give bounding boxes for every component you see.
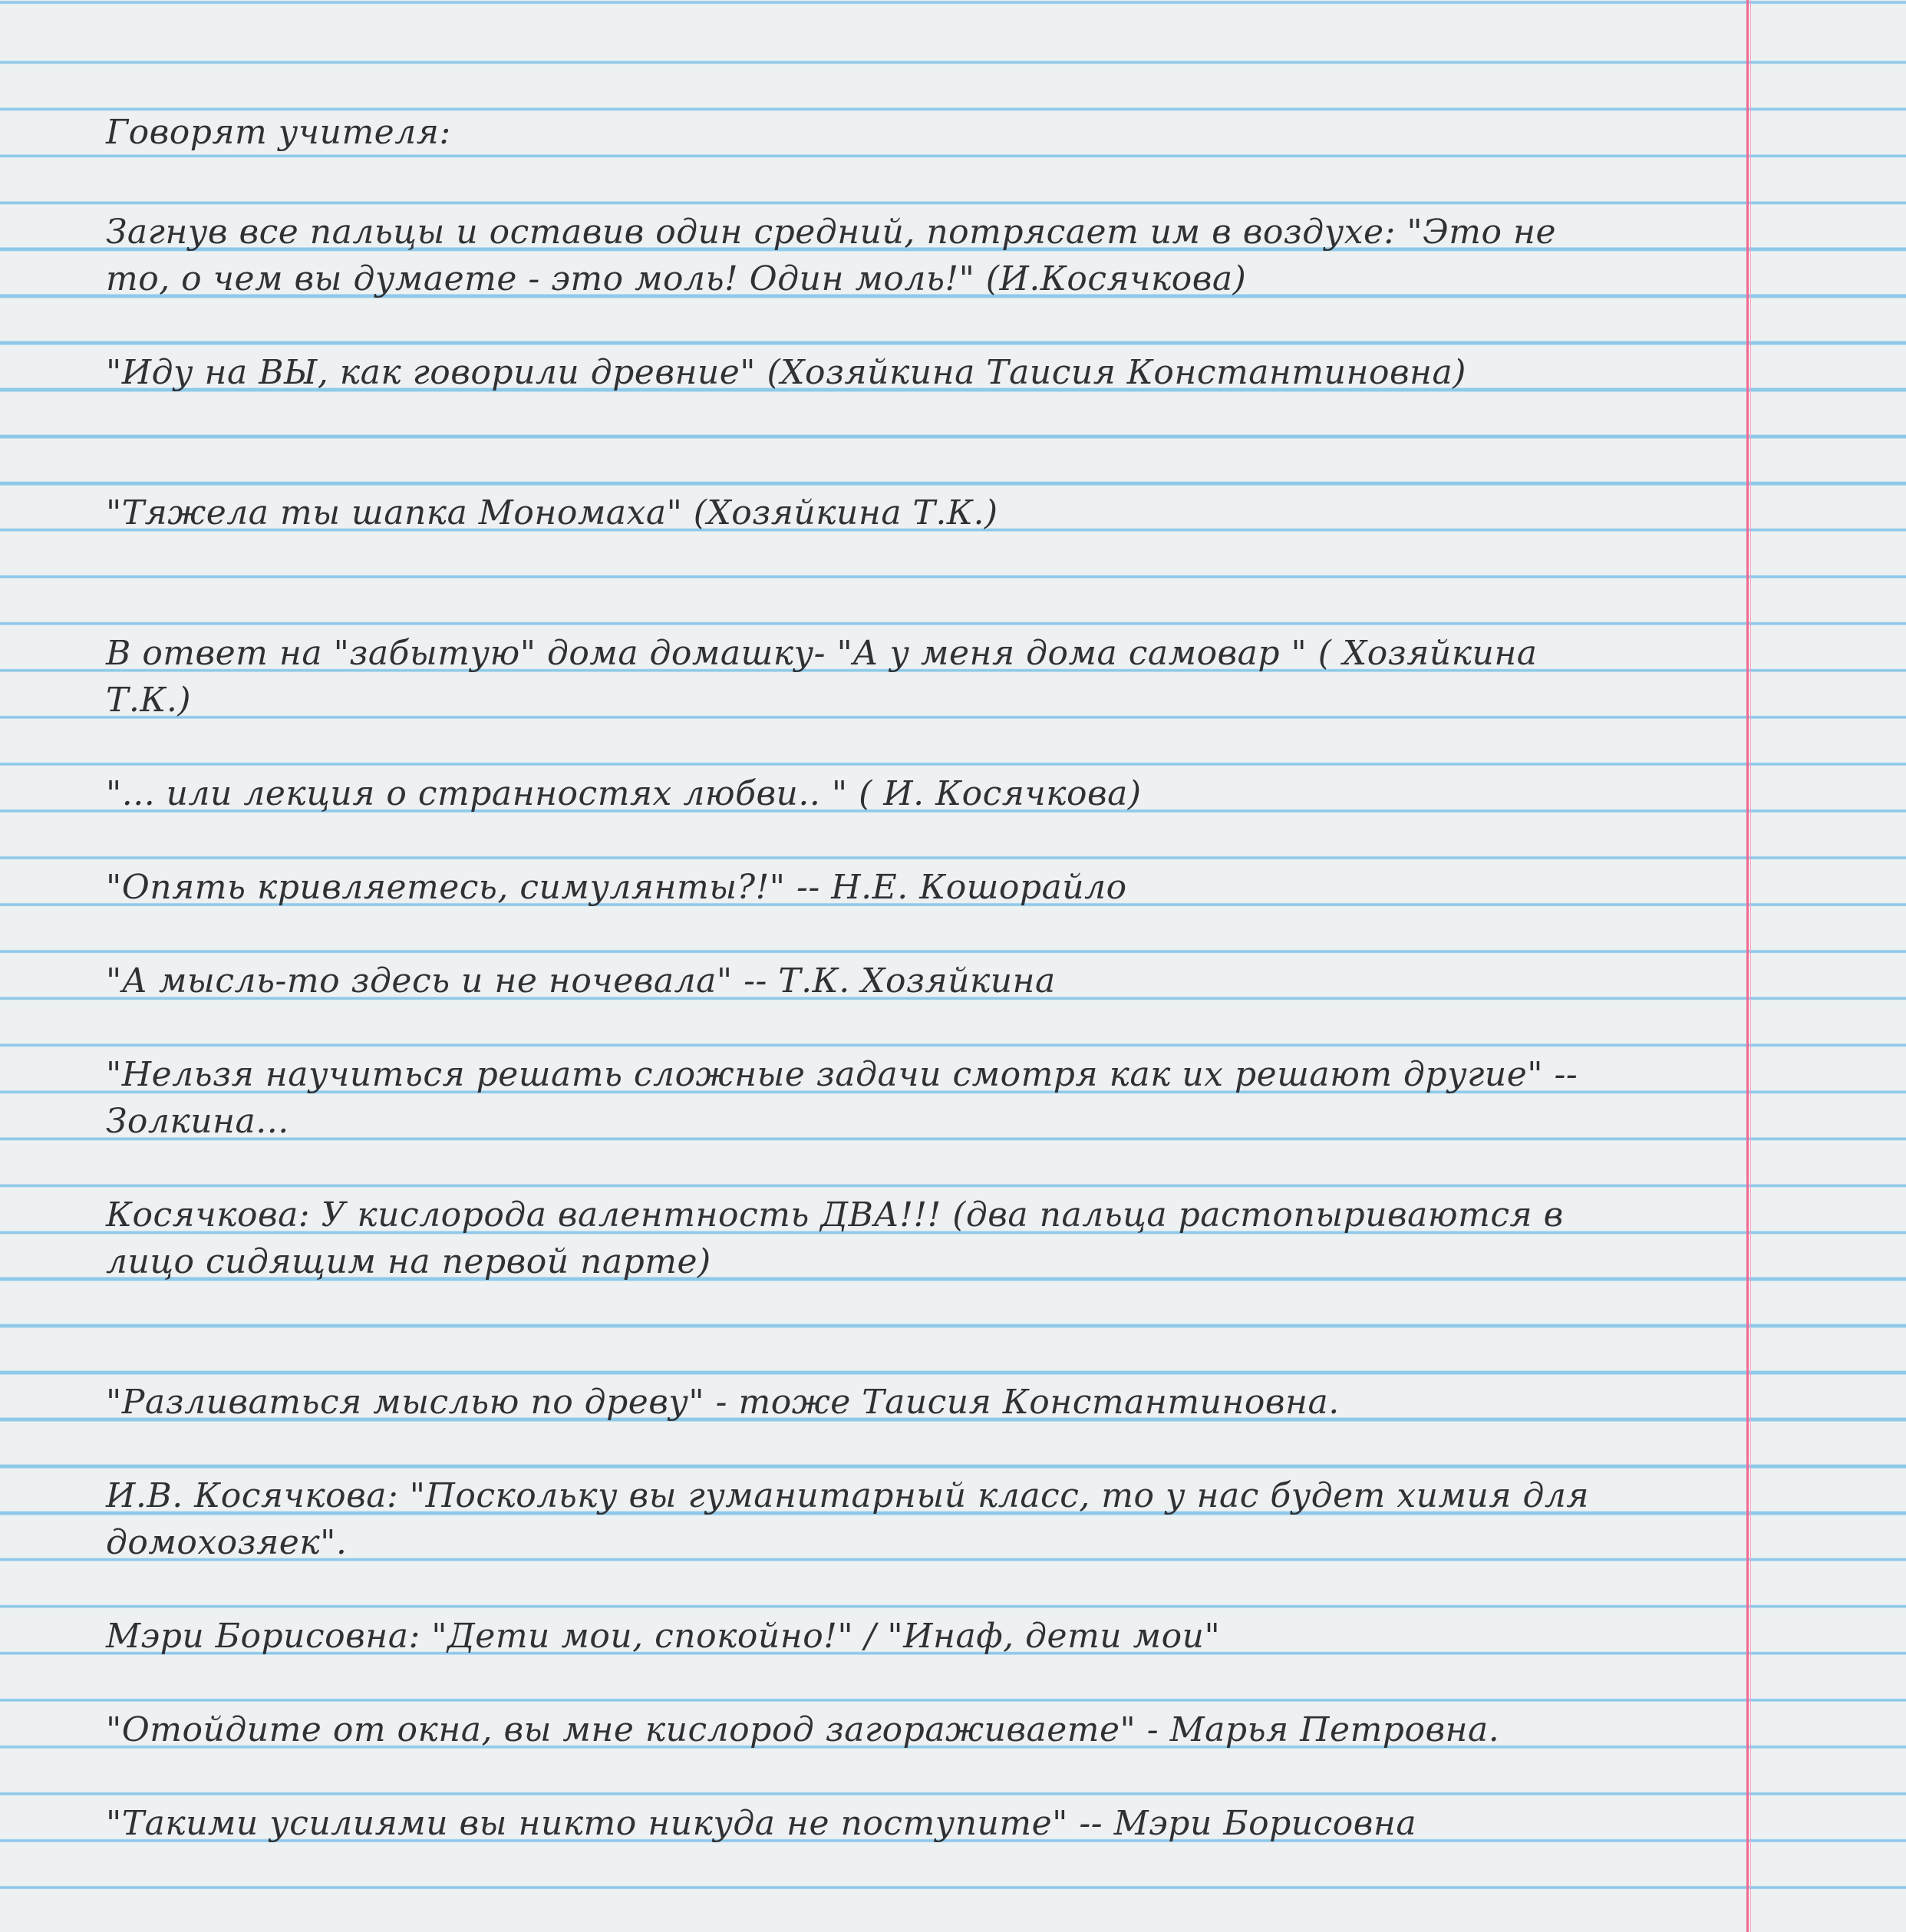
quote-line: Загнув все пальцы и оставив один средний, потрясает им в воздухе: "Это не [106,213,1556,252]
quote-line: домохозяек". [106,1523,348,1562]
quote-line: "Опять кривляетесь, симулянты?!" -- Н.Е. Кошорайло [106,868,1127,907]
quote-line: "Тяжела ты шапка Мономаха" (Хозяйкина Т.К.) [106,493,998,532]
quote-line: В ответ на "забытую" дома домашку- "А у меня дома самовар " ( Хозяйкина [106,634,1538,673]
quote-line: лицо сидящим на первой парте) [106,1242,711,1281]
quote-line: "Разливаться мыслью по древу" - тоже Таисия Константиновна. [106,1383,1340,1422]
quote-line: "Нельзя научиться решать сложные задачи смотря как их решают другие" -- [106,1055,1578,1094]
quote-line: Мэри Борисовна: "Дети мои, спокойно!" / "Инаф, дети мои" [106,1617,1221,1656]
quote-line: Золкина... [106,1102,289,1141]
quote-line: то, о чем вы думаете - это моль! Один моль!" (И.Косячкова) [106,259,1247,298]
quote-line: "Иду на ВЫ, как говорили древние" (Хозяйкина Таисия Константиновна) [106,353,1466,392]
margin-line-shadow [1750,0,1751,1932]
quote-line: "... или лекция о странностях любви.. " ( И. Косячкова) [106,774,1142,813]
page-heading: Говорят учителя: [106,113,451,152]
quote-line: "А мысль-то здесь и не ночевала" -- Т.К. Хозяйкина [106,961,1056,1001]
quote-line: И.В. Косячкова: "Поскольку вы гуманитарный класс, то у нас будет химия для [106,1476,1589,1515]
quote-line: "Отойдите от окна, вы мне кислород загораживаете" - Марья Петровна. [106,1710,1500,1749]
margin-line [1746,0,1749,1932]
quote-line: Т.К.) [106,681,192,720]
quote-line: "Такими усилиями вы никто никуда не поступите" -- Мэри Борисовна [106,1804,1417,1843]
quote-line: Косячкова: У кислорода валентность ДВА!!! (два пальца растопыриваются в [106,1195,1564,1235]
